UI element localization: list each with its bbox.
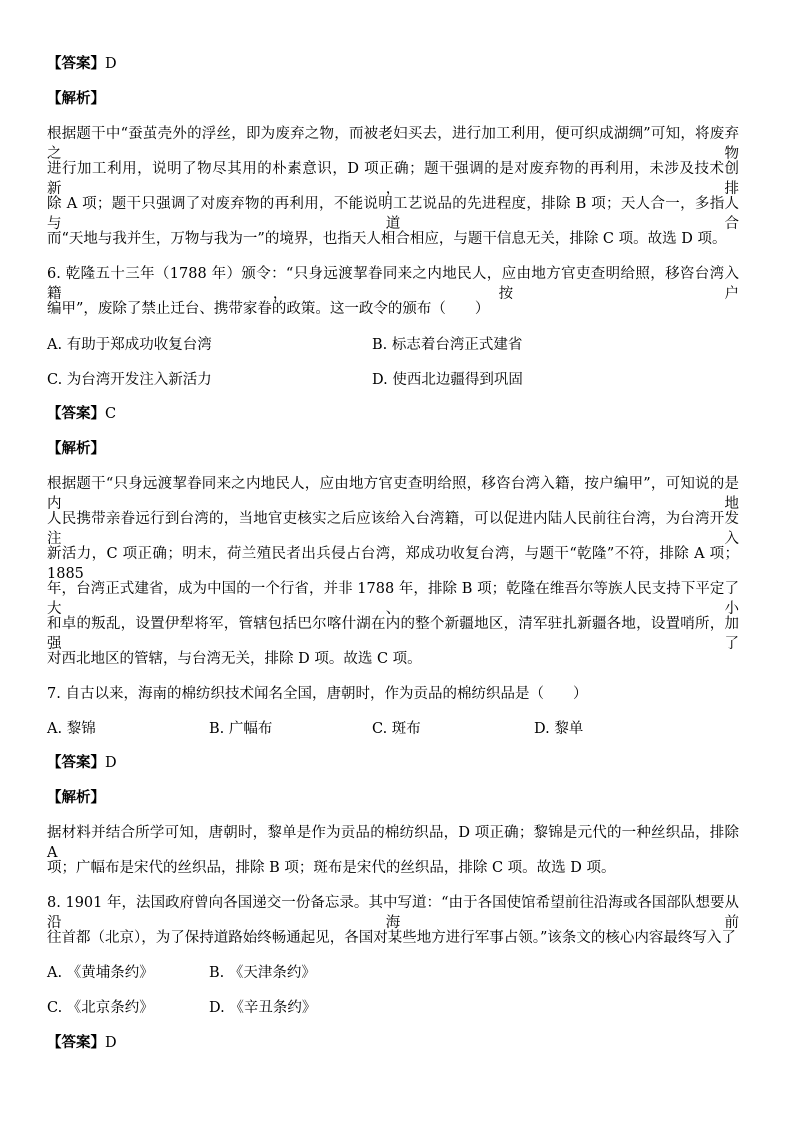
q8-answer-value: D <box>105 1035 117 1051</box>
q7-analysis-line-2: 项；广幅布是宋代的丝织品，排除 B 项；斑布是宋代的丝织品，排除 C 项。故选 D 项。 <box>47 860 616 876</box>
answer-label: 【答案】 <box>47 405 105 422</box>
q5-analysis-label: 【解析】 <box>47 90 105 107</box>
q6-stem-line-1: 6. 乾隆五十三年（1788 年）颁令：“只身远渡挈眷同来之内地民人，应由地方官吏查明给照，移咨台湾入籍，按户 <box>47 266 739 302</box>
q6-analysis-line-3: 新活力，C 项正确；明末，荷兰殖民者出兵侵占台湾，郑成功收复台湾，与题干“乾隆”不符，排除 A 项；1885 <box>47 546 739 582</box>
q7-analysis-label: 【解析】 <box>47 789 105 806</box>
q5-analysis-line-1: 根据题干中“蚕茧壳外的浮丝，即为废弃之物，而被老妇买去，进行加工利用，便可织成湖绸”可知，将废弃之物 <box>47 126 739 162</box>
q5-answer-value: D <box>105 56 117 72</box>
q7-option-a: A. 黎锦 <box>47 721 96 737</box>
q6-analysis-line-4: 年，台湾正式建省，成为中国的一个行省，并非 1788 年，排除 B 项；乾隆在维吾尔等族人民支持下平定了大、小 <box>47 581 739 617</box>
q7-stem: 7. 自古以来，海南的棉纺织技术闻名全国，唐朝时，作为贡品的棉纺织品是（ ） <box>47 686 588 702</box>
answer-label: 【答案】 <box>47 754 105 771</box>
q6-analysis-line-5: 和卓的叛乱，设置伊犁将军，管辖包括巴尔喀什湖在内的整个新疆地区，清军驻扎新疆各地，设置哨所，加强了 <box>47 616 739 652</box>
q8-option-d: D. 《辛丑条约》 <box>209 1000 317 1016</box>
q7-answer-value: D <box>105 755 117 771</box>
q6-analysis-line-2: 人民携带亲眷远行到台湾的，当地官吏核实之后应该给入台湾籍，可以促进内陆人民前往台湾，为台湾开发注入 <box>47 511 739 547</box>
q5-analysis-line-3: 除 A 项；题干只强调了对废弃物的再利用，不能说明工艺说品的先进程度，排除 B 项；天人合一，多指人与道合 <box>47 196 739 232</box>
q7-answer <box>47 753 117 773</box>
q6-option-b: B. 标志着台湾正式建省 <box>372 337 523 353</box>
q8-option-b: B. 《天津条约》 <box>209 965 316 981</box>
q7-option-c: C. 斑布 <box>372 721 421 737</box>
q8-answer <box>47 1033 117 1053</box>
q6-answer <box>47 404 116 424</box>
q6-option-c: C. 为台湾开发注入新活力 <box>47 372 212 388</box>
q7-option-d: D. 黎单 <box>534 721 584 737</box>
q6-analysis-line-1: 根据题干“只身远渡挈眷同来之内地民人，应由地方官吏查明给照，移咨台湾入籍，按户编甲”，可知说的是内地 <box>47 476 739 512</box>
q6-analysis-line-6: 对西北地区的管辖，与台湾无关，排除 D 项。故选 C 项。 <box>47 651 422 667</box>
q8-stem-line-2: 往首都（北京），为了保持道路始终畅通起见，各国对某些地方进行军事占领。”该条文的核心内容最终写入了 <box>47 930 736 946</box>
q5-analysis-line-4: 而“天地与我并生，万物与我为一”的境界，也指天人相合相应，与题干信息无关，排除 C 项。故选 D 项。 <box>47 231 727 247</box>
q5-analysis-line-2: 进行加工利用，说明了物尽其用的朴素意识，D 项正确；题干强调的是对废弃物的再利用，未涉及技术创新，排 <box>47 161 739 197</box>
q8-option-c: C. 《北京条约》 <box>47 1000 154 1016</box>
q5-answer <box>47 54 117 74</box>
q6-stem-line-2: 编甲”，废除了禁止迁台、携带家眷的政策。这一政令的颁布（ ） <box>47 301 490 317</box>
q6-option-d: D. 使西北边疆得到巩固 <box>372 372 523 388</box>
q8-option-a: A. 《黄埔条约》 <box>47 965 154 981</box>
q6-option-a: A. 有助于郑成功收复台湾 <box>47 337 212 353</box>
q8-stem-line-1: 8. 1901 年，法国政府曾向各国递交一份备忘录。其中写道：“由于各国使馆希望前往沿海或各国部队想要从沿海前 <box>47 895 739 931</box>
q6-analysis-label: 【解析】 <box>47 440 105 457</box>
q7-option-b: B. 广幅布 <box>209 721 273 737</box>
answer-label: 【答案】 <box>47 1034 105 1051</box>
q6-answer-value: C <box>105 406 117 422</box>
answer-label: 【答案】 <box>47 55 105 72</box>
q7-analysis-line-1: 据材料并结合所学可知，唐朝时，黎单是作为贡品的棉纺织品，D 项正确；黎锦是元代的一种丝织品，排除 A <box>47 825 739 861</box>
